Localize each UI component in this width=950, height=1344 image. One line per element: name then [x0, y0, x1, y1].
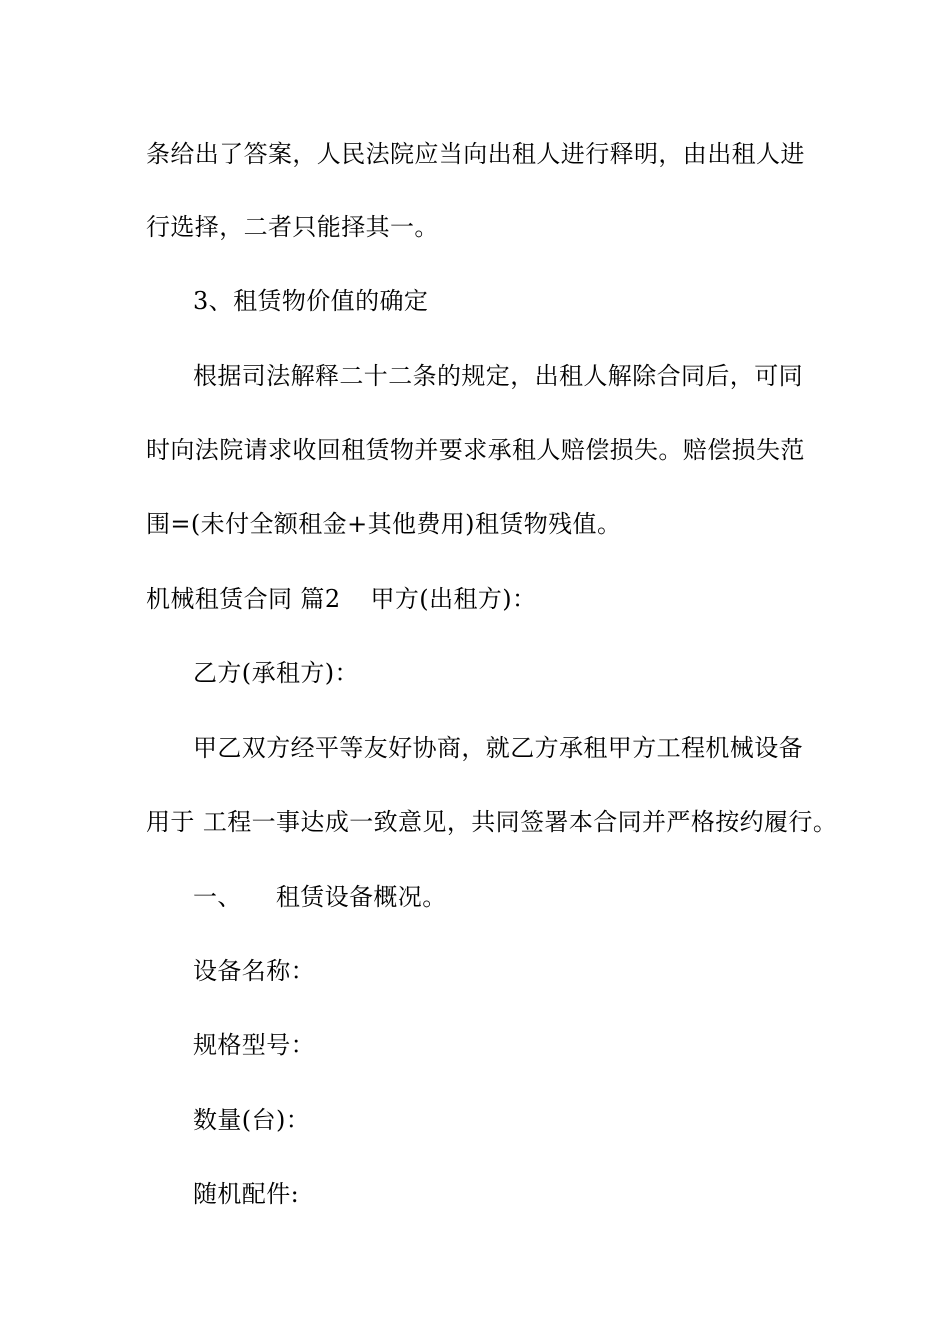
party-b-label: 乙方(承租方)：	[193, 659, 359, 687]
contract-title-line	[146, 584, 826, 614]
paragraph-line: 围=(未付全额租金+其他费用)租赁物残值。	[146, 510, 622, 538]
field-label: 数量(台)：	[193, 1106, 311, 1134]
contract-title: 机械租赁合同 篇2	[146, 585, 341, 613]
field-label: 随机配件:	[193, 1180, 300, 1208]
paragraph-line: 条给出了答案，人民法院应当向出租人进行释明，由出租人进	[146, 140, 805, 168]
section-heading: 3、租赁物价值的确定	[193, 287, 429, 315]
paragraph-line: 行选择，二者只能择其一。	[146, 213, 439, 241]
section-title: 租赁设备概况。	[275, 883, 447, 911]
paragraph-line: 时向法院请求收回租赁物并要求承租人赔偿损失。赔偿损失范	[146, 436, 805, 464]
section-number: 一、	[193, 883, 242, 911]
paragraph-line: 用于 工程一事达成一致意见，共同签署本合同并严格按约履行。	[146, 808, 838, 836]
paragraph-line: 根据司法解释二十二条的规定，出租人解除合同后，可同	[193, 362, 803, 390]
paragraph-line: 甲乙双方经平等友好协商，就乙方承租甲方工程机械设备	[193, 734, 803, 762]
party-a-label: 甲方(出租方)：	[370, 585, 537, 613]
field-label: 规格型号：	[193, 1031, 315, 1059]
field-label: 设备名称：	[193, 957, 315, 985]
section-heading-line	[193, 882, 873, 912]
